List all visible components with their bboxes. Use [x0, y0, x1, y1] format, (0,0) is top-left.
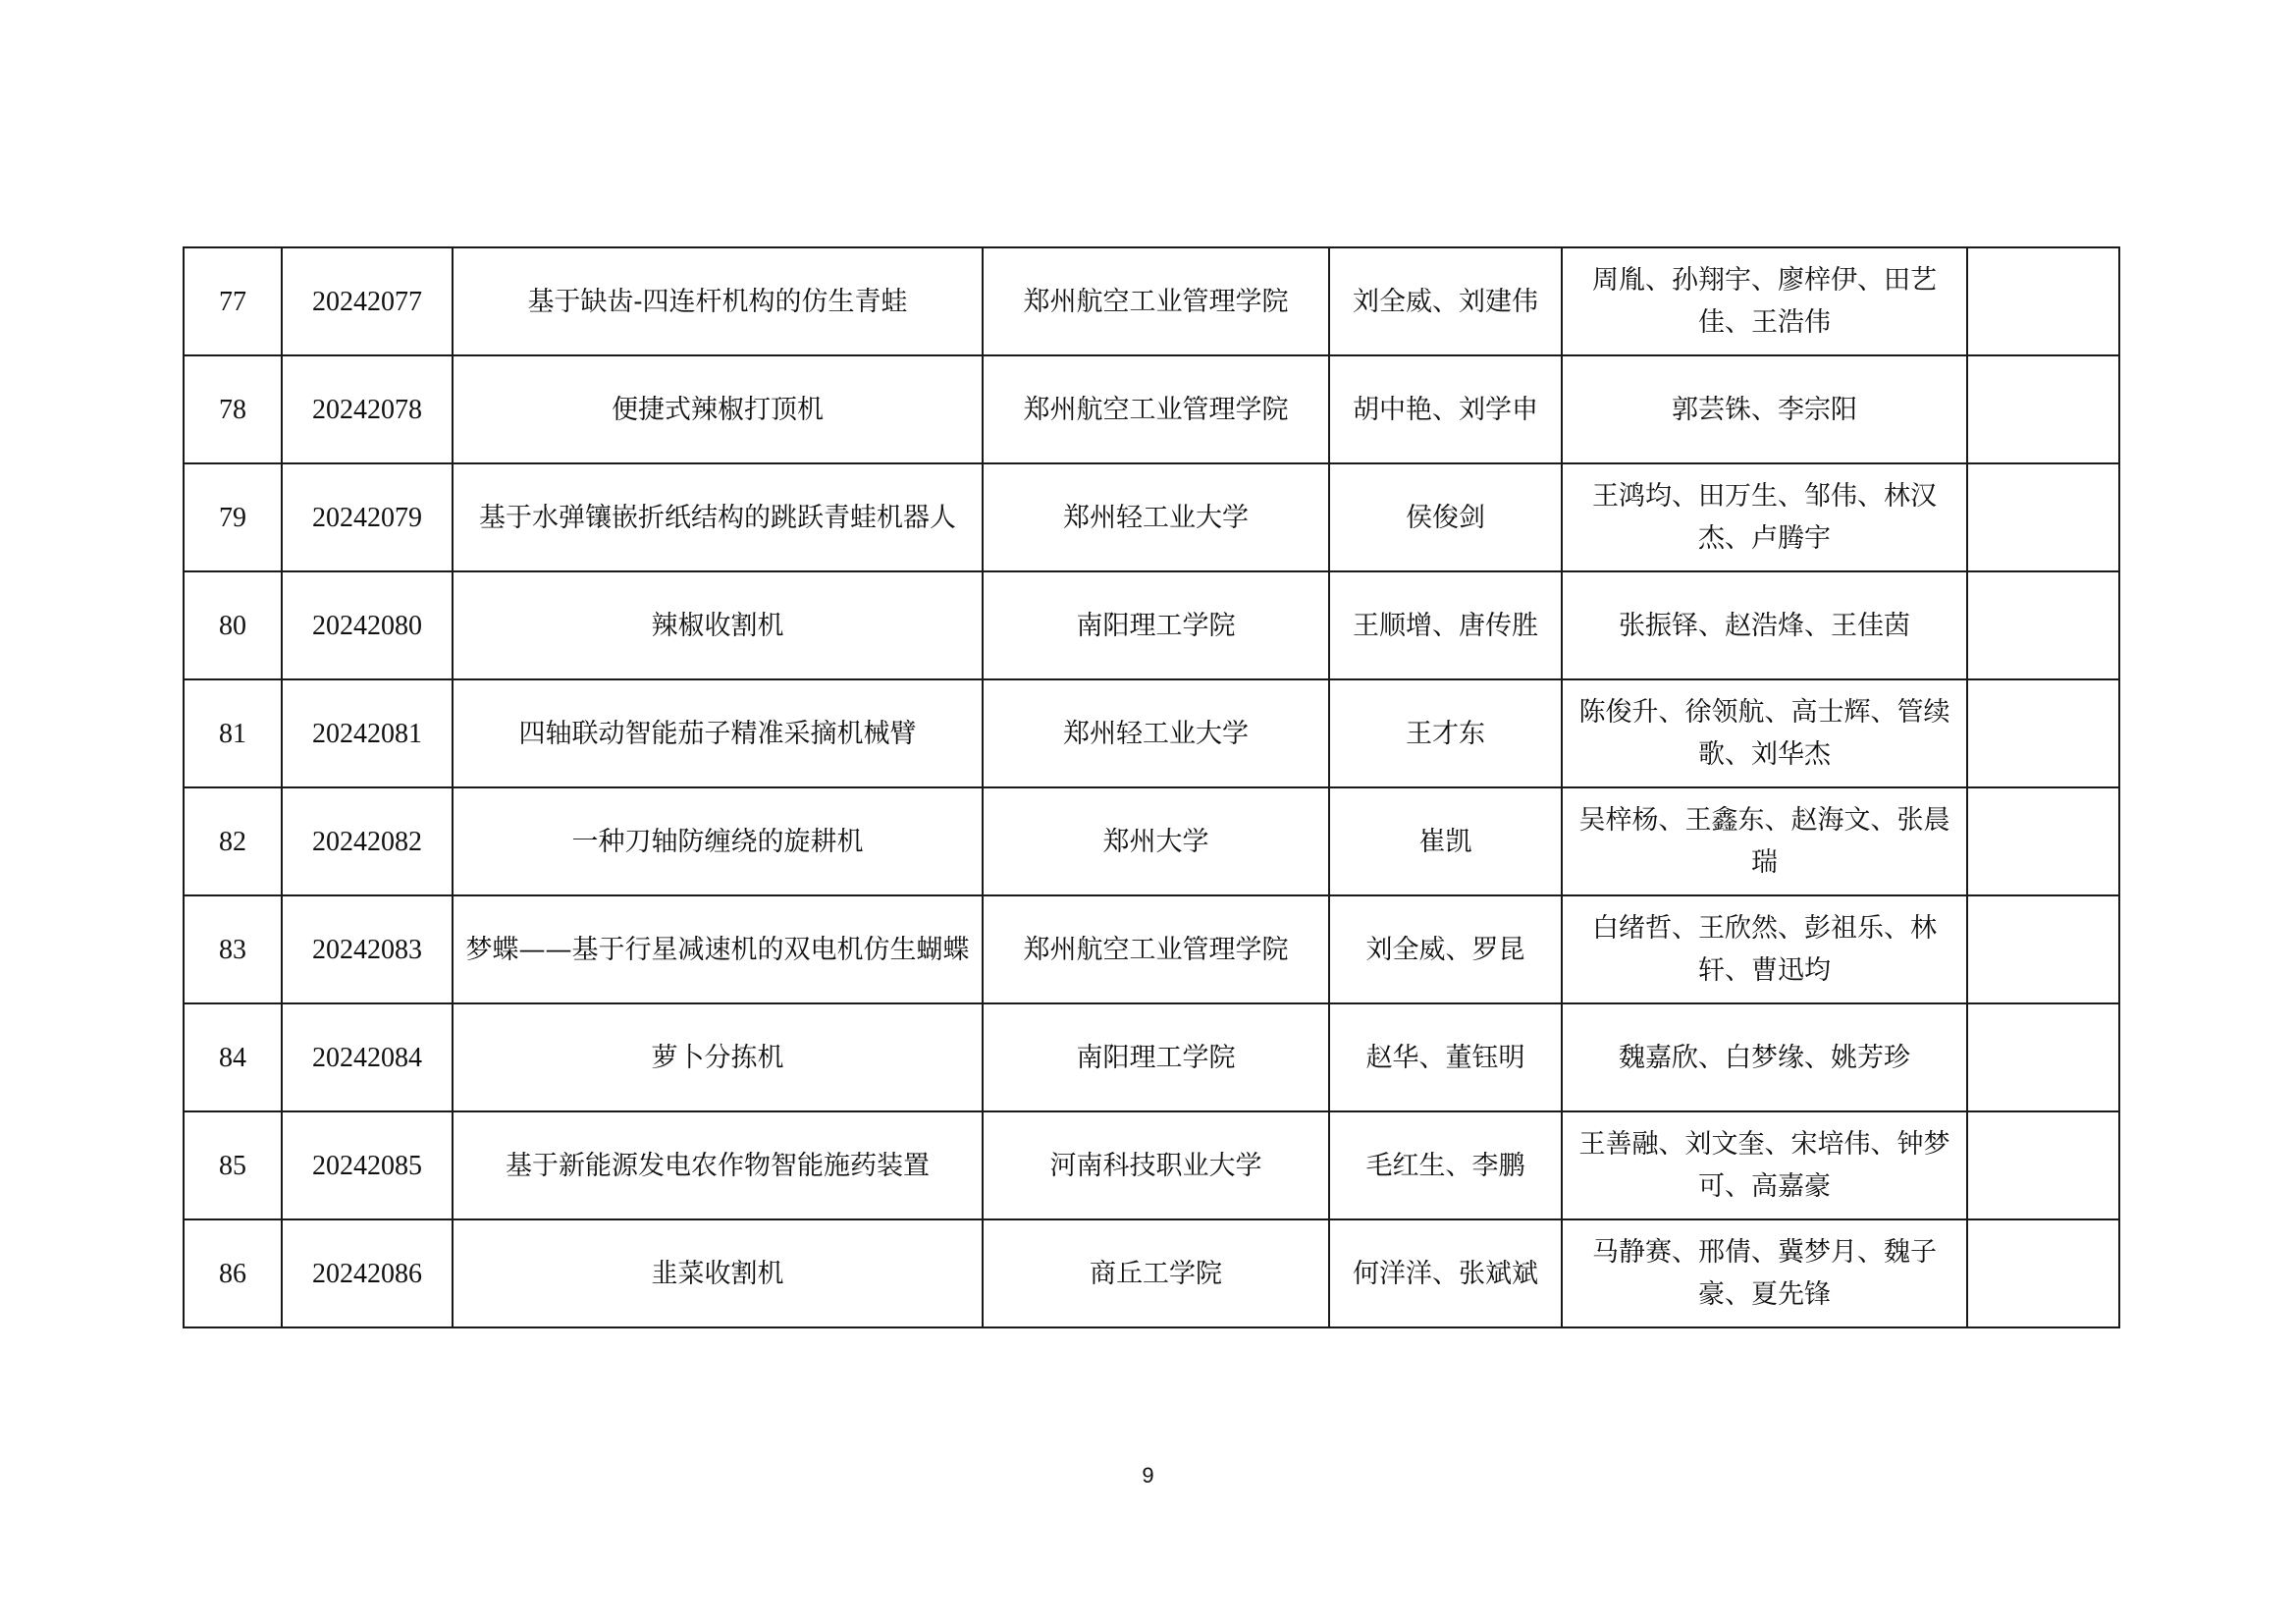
members-cell: 吴梓杨、王鑫东、赵海文、张晨瑞 [1562, 787, 1967, 895]
advisors-cell: 赵华、董钰明 [1329, 1003, 1562, 1111]
advisors-cell: 刘全威、刘建伟 [1329, 247, 1562, 355]
table-body [184, 247, 2119, 1327]
table-row [184, 787, 2119, 895]
advisors-cell: 王才东 [1329, 679, 1562, 787]
project-code-cell: 20242086 [282, 1219, 453, 1327]
project-code-cell: 20242082 [282, 787, 453, 895]
table-row [184, 247, 2119, 355]
table-row [184, 679, 2119, 787]
members-cell: 王鸿均、田万生、邹伟、林汉杰、卢腾宇 [1562, 463, 1967, 571]
row-index-cell: 77 [184, 247, 282, 355]
remark-cell [1967, 247, 2119, 355]
school-cell: 商丘工学院 [983, 1219, 1329, 1327]
advisors-cell: 何洋洋、张斌斌 [1329, 1219, 1562, 1327]
members-cell: 周胤、孙翔宇、廖梓伊、田艺佳、王浩伟 [1562, 247, 1967, 355]
remark-cell [1967, 571, 2119, 679]
members-cell: 白绪哲、王欣然、彭祖乐、林轩、曹迅均 [1562, 895, 1967, 1003]
project-code-cell: 20242084 [282, 1003, 453, 1111]
row-index-cell: 79 [184, 463, 282, 571]
remark-cell [1967, 463, 2119, 571]
school-cell: 南阳理工学院 [983, 571, 1329, 679]
project-code-cell: 20242085 [282, 1111, 453, 1219]
advisors-cell: 毛红生、李鹏 [1329, 1111, 1562, 1219]
remark-cell [1967, 787, 2119, 895]
table-row [184, 355, 2119, 463]
table-row [184, 895, 2119, 1003]
school-cell: 南阳理工学院 [983, 1003, 1329, 1111]
table-row [184, 571, 2119, 679]
members-cell: 张振铎、赵浩烽、王佳茵 [1562, 571, 1967, 679]
row-index-cell: 84 [184, 1003, 282, 1111]
remark-cell [1967, 355, 2119, 463]
project-code-cell: 20242078 [282, 355, 453, 463]
advisors-cell: 王顺增、唐传胜 [1329, 571, 1562, 679]
project-code-cell: 20242081 [282, 679, 453, 787]
remark-cell [1967, 679, 2119, 787]
page-number: 9 [1142, 1463, 1154, 1488]
advisors-cell: 侯俊剑 [1329, 463, 1562, 571]
project-name-cell: 辣椒收割机 [453, 571, 983, 679]
remark-cell [1967, 1111, 2119, 1219]
project-name-cell: 基于水弹镶嵌折纸结构的跳跃青蛙机器人 [453, 463, 983, 571]
school-cell: 郑州轻工业大学 [983, 679, 1329, 787]
table-row [184, 463, 2119, 571]
row-index-cell: 81 [184, 679, 282, 787]
school-cell: 郑州航空工业管理学院 [983, 247, 1329, 355]
advisors-cell: 刘全威、罗昆 [1329, 895, 1562, 1003]
members-cell: 郭芸铢、李宗阳 [1562, 355, 1967, 463]
row-index-cell: 80 [184, 571, 282, 679]
table-row [184, 1111, 2119, 1219]
project-code-cell: 20242083 [282, 895, 453, 1003]
school-cell: 郑州轻工业大学 [983, 463, 1329, 571]
remark-cell [1967, 1003, 2119, 1111]
school-cell: 河南科技职业大学 [983, 1111, 1329, 1219]
project-name-cell: 一种刀轴防缠绕的旋耕机 [453, 787, 983, 895]
table-row [184, 1003, 2119, 1111]
row-index-cell: 86 [184, 1219, 282, 1327]
school-cell: 郑州大学 [983, 787, 1329, 895]
members-cell: 王善融、刘文奎、宋培伟、钟梦可、高嘉豪 [1562, 1111, 1967, 1219]
members-cell: 陈俊升、徐领航、高士辉、管续歌、刘华杰 [1562, 679, 1967, 787]
row-index-cell: 82 [184, 787, 282, 895]
remark-cell [1967, 1219, 2119, 1327]
members-cell: 马静赛、邢倩、冀梦月、魏子豪、夏先锋 [1562, 1219, 1967, 1327]
project-name-cell: 梦蝶——基于行星减速机的双电机仿生蝴蝶 [453, 895, 983, 1003]
row-index-cell: 83 [184, 895, 282, 1003]
row-index-cell: 78 [184, 355, 282, 463]
project-name-cell: 萝卜分拣机 [453, 1003, 983, 1111]
advisors-cell: 胡中艳、刘学申 [1329, 355, 1562, 463]
advisors-cell: 崔凯 [1329, 787, 1562, 895]
project-name-cell: 基于缺齿-四连杆机构的仿生青蛙 [453, 247, 983, 355]
project-code-cell: 20242080 [282, 571, 453, 679]
project-code-cell: 20242077 [282, 247, 453, 355]
row-index-cell: 85 [184, 1111, 282, 1219]
project-code-cell: 20242079 [282, 463, 453, 571]
members-cell: 魏嘉欣、白梦缘、姚芳珍 [1562, 1003, 1967, 1111]
project-name-cell: 便捷式辣椒打顶机 [453, 355, 983, 463]
school-cell: 郑州航空工业管理学院 [983, 895, 1329, 1003]
school-cell: 郑州航空工业管理学院 [983, 355, 1329, 463]
table-row [184, 1219, 2119, 1327]
project-name-cell: 四轴联动智能茄子精准采摘机械臂 [453, 679, 983, 787]
remark-cell [1967, 895, 2119, 1003]
project-name-cell: 基于新能源发电农作物智能施药装置 [453, 1111, 983, 1219]
project-name-cell: 韭菜收割机 [453, 1219, 983, 1327]
award-table [183, 246, 2120, 1328]
